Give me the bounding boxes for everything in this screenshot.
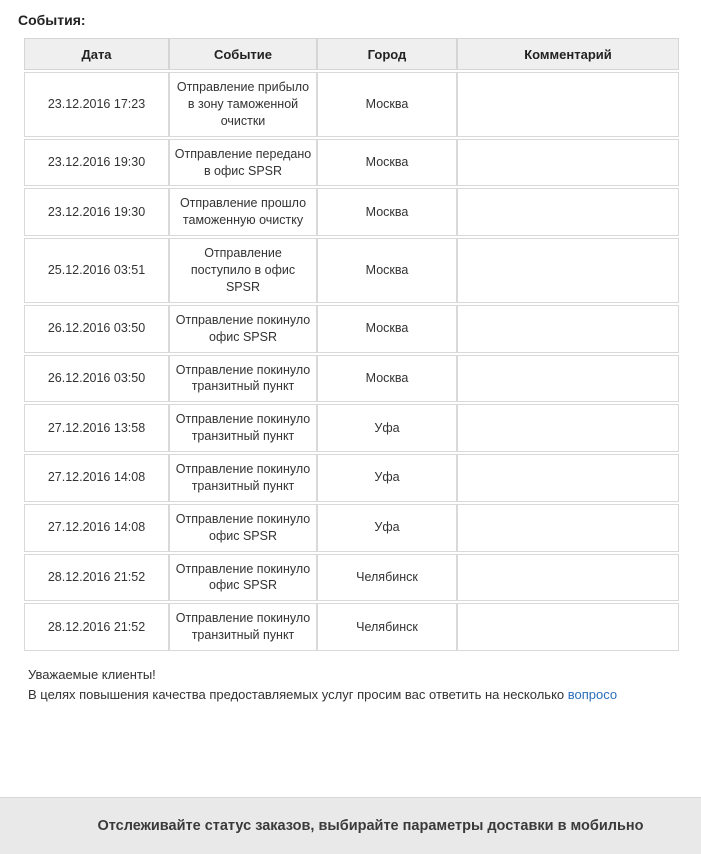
cell-comment <box>457 554 679 602</box>
table-row <box>24 554 679 602</box>
table-header-row <box>24 38 679 70</box>
page-title: События: <box>18 12 86 28</box>
cell-city: Уфа <box>317 504 457 552</box>
cell-comment <box>457 454 679 502</box>
events-table-body <box>24 72 679 651</box>
column-header-event: Событие <box>169 38 317 70</box>
cell-date: 27.12.2016 14:08 <box>24 454 169 502</box>
table-row <box>24 454 679 502</box>
column-header-comment: Комментарий <box>457 38 679 70</box>
cell-comment <box>457 188 679 236</box>
cell-city: Москва <box>317 139 457 187</box>
cell-city: Москва <box>317 305 457 353</box>
cell-date: 23.12.2016 19:30 <box>24 139 169 187</box>
cell-city: Уфа <box>317 404 457 452</box>
notice-text: В целях повышения качества предоставляемых услуг просим вас ответить на несколько <box>28 686 568 702</box>
cell-date: 27.12.2016 13:58 <box>24 404 169 452</box>
events-table <box>24 36 679 653</box>
cell-date: 23.12.2016 17:23 <box>24 72 169 137</box>
cell-comment <box>457 504 679 552</box>
cell-date: 23.12.2016 19:30 <box>24 188 169 236</box>
cell-comment <box>457 72 679 137</box>
events-table-head <box>24 38 679 70</box>
table-row <box>24 504 679 552</box>
cell-comment <box>457 139 679 187</box>
customer-notice <box>0 653 701 704</box>
column-header-date: Дата <box>24 38 169 70</box>
cell-city: Челябинск <box>317 554 457 602</box>
cell-date: 28.12.2016 21:52 <box>24 603 169 651</box>
cell-comment <box>457 238 679 303</box>
promo-banner-text: Отслеживайте статус заказов, выбирайте параметры доставки в мобильно <box>97 818 644 834</box>
cell-comment <box>457 603 679 651</box>
cell-event: Отправление покинуло транзитный пункт <box>169 454 317 502</box>
cell-event: Отправление прибыло в зону таможенной очистки <box>169 72 317 137</box>
cell-date: 26.12.2016 03:50 <box>24 305 169 353</box>
table-row <box>24 355 679 403</box>
events-table-container <box>0 36 701 653</box>
cell-date: 28.12.2016 21:52 <box>24 554 169 602</box>
cell-event: Отправление передано в офис SPSR <box>169 139 317 187</box>
survey-link[interactable]: вопросо <box>567 686 618 702</box>
cell-event: Отправление покинуло офис SPSR <box>169 305 317 353</box>
table-row <box>24 238 679 303</box>
table-row <box>24 404 679 452</box>
table-row <box>24 72 679 137</box>
table-row <box>24 188 679 236</box>
cell-event: Отправление покинуло транзитный пункт <box>169 355 317 403</box>
cell-comment <box>457 404 679 452</box>
cell-city: Москва <box>317 238 457 303</box>
column-header-city: Город <box>317 38 457 70</box>
cell-event: Отправление прошло таможенную очистку <box>169 188 317 236</box>
notice-line-2 <box>28 685 701 705</box>
cell-date: 26.12.2016 03:50 <box>24 355 169 403</box>
cell-date: 25.12.2016 03:51 <box>24 238 169 303</box>
cell-event: Отправление покинуло офис SPSR <box>169 504 317 552</box>
cell-city: Челябинск <box>317 603 457 651</box>
cell-city: Москва <box>317 355 457 403</box>
cell-comment <box>457 305 679 353</box>
table-row <box>24 603 679 651</box>
cell-date: 27.12.2016 14:08 <box>24 504 169 552</box>
cell-event: Отправление покинуло офис SPSR <box>169 554 317 602</box>
cell-event: Отправление покинуло транзитный пункт <box>169 404 317 452</box>
cell-city: Уфа <box>317 454 457 502</box>
cell-city: Москва <box>317 72 457 137</box>
table-row <box>24 139 679 187</box>
cell-comment <box>457 355 679 403</box>
cell-event: Отправление поступило в офис SPSR <box>169 238 317 303</box>
table-row <box>24 305 679 353</box>
cell-city: Москва <box>317 188 457 236</box>
promo-banner[interactable] <box>0 797 701 854</box>
cell-event: Отправление покинуло транзитный пункт <box>169 603 317 651</box>
notice-line-1: Уважаемые клиенты! <box>28 667 156 682</box>
